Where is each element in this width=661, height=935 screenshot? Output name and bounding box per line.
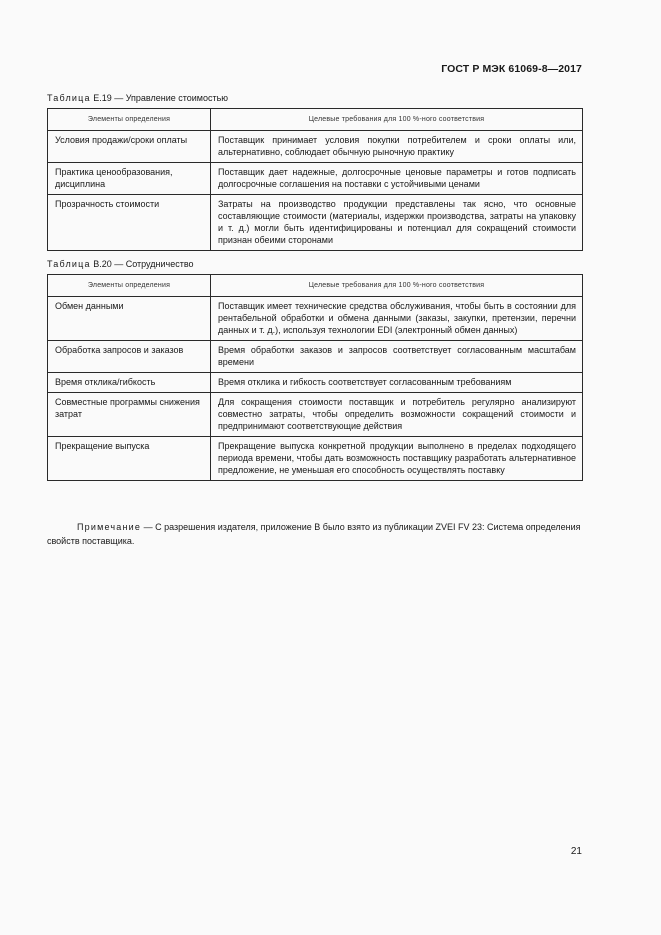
document-code: ГОСТ Р МЭК 61069-8—2017 [441,63,582,75]
table2-row4-requirement: Для сокращения стоимости поставщик и потребитель регулярно анализируют совместно затраты, чтобы определить возможности сокращений стоимости и предпринимают соответствующие действия [211,393,583,437]
table2-row5-requirement: Прекращение выпуска конкретной продукции выполнено в пределах подходящего периода времени, чтобы дать возможность поставщику разработать альтернативное предложение, не уменьшая его способность осуществлять поставку [211,437,583,481]
table2-row2-element: Обработка запросов и заказов [48,341,211,373]
table1-row3-requirement: Затраты на производство продукции представлены так ясно, что основные составляющие стоимости (материалы, издержки производства, затраты на упаковку и т. д.) могли быть идентифицированы и потенциал для сокращений стоимости признан обеими сторонами [211,195,583,251]
table1-header-elements: Элементы определения [48,109,211,131]
table-row [48,393,583,437]
table2-row2-requirement: Время обработки заказов и запросов соответствует согласованным масштабам времени [211,341,583,373]
table1-row2-element: Практика ценообразования, дисциплина [48,163,211,195]
table-row [48,131,583,163]
table2-caption [47,259,194,269]
table1-caption [47,93,228,103]
table2-caption-prefix: Таблица [47,259,91,269]
table2-header-requirements: Целевые требования для 100 %-ного соответствия [211,275,583,297]
note-paragraph [47,520,583,548]
table1-row2-requirement: Поставщик дает надежные, долгосрочные ценовые параметры и готов подписать долгосрочные соглашения на поставки с устойчивыми ценами [211,163,583,195]
table1-row1-requirement: Поставщик принимает условия покупки потребителем и сроки оплаты или, альтернативно, соблюдает обычную рыночную практику [211,131,583,163]
note-label: Примечание [77,522,142,532]
table2-header-elements: Элементы определения [48,275,211,297]
table-row [48,163,583,195]
table-cost-management [47,108,583,251]
table2-caption-title: В.20 — Сотрудничество [90,259,194,269]
table-row [48,195,583,251]
table-row [48,297,583,341]
table1-caption-prefix: Таблица [47,93,91,103]
table2-row1-element: Обмен данными [48,297,211,341]
table1-header-requirements: Целевые требования для 100 %-ного соответствия [211,109,583,131]
table1-row3-element: Прозрачность стоимости [48,195,211,251]
table2-row4-element: Совместные программы снижения затрат [48,393,211,437]
page-number: 21 [570,846,582,857]
table2-row1-requirement: Поставщик имеет технические средства обслуживания, чтобы быть в состоянии для рентабельной обработки и обмена данными (заказы, закупки, претензии, перечни данных и т. д.), используя технологии EDI (электронный обмен данных) [211,297,583,341]
table-row [48,373,583,393]
table2-row5-element: Прекращение выпуска [48,437,211,481]
table2-row3-element: Время отклика/гибкость [48,373,211,393]
note-text: — С разрешения издателя, приложение В было взято из публикации ZVEI FV 23: Система определения свойств поставщика. [47,522,581,546]
table1-row1-element: Условия продажи/сроки оплаты [48,131,211,163]
table1-caption-title: Е.19 — Управление стоимостью [90,93,229,103]
table2-row3-requirement: Время отклика и гибкость соответствует согласованным требованиям [211,373,583,393]
table-row [48,341,583,373]
table-cooperation [47,274,583,481]
table-row [48,437,583,481]
